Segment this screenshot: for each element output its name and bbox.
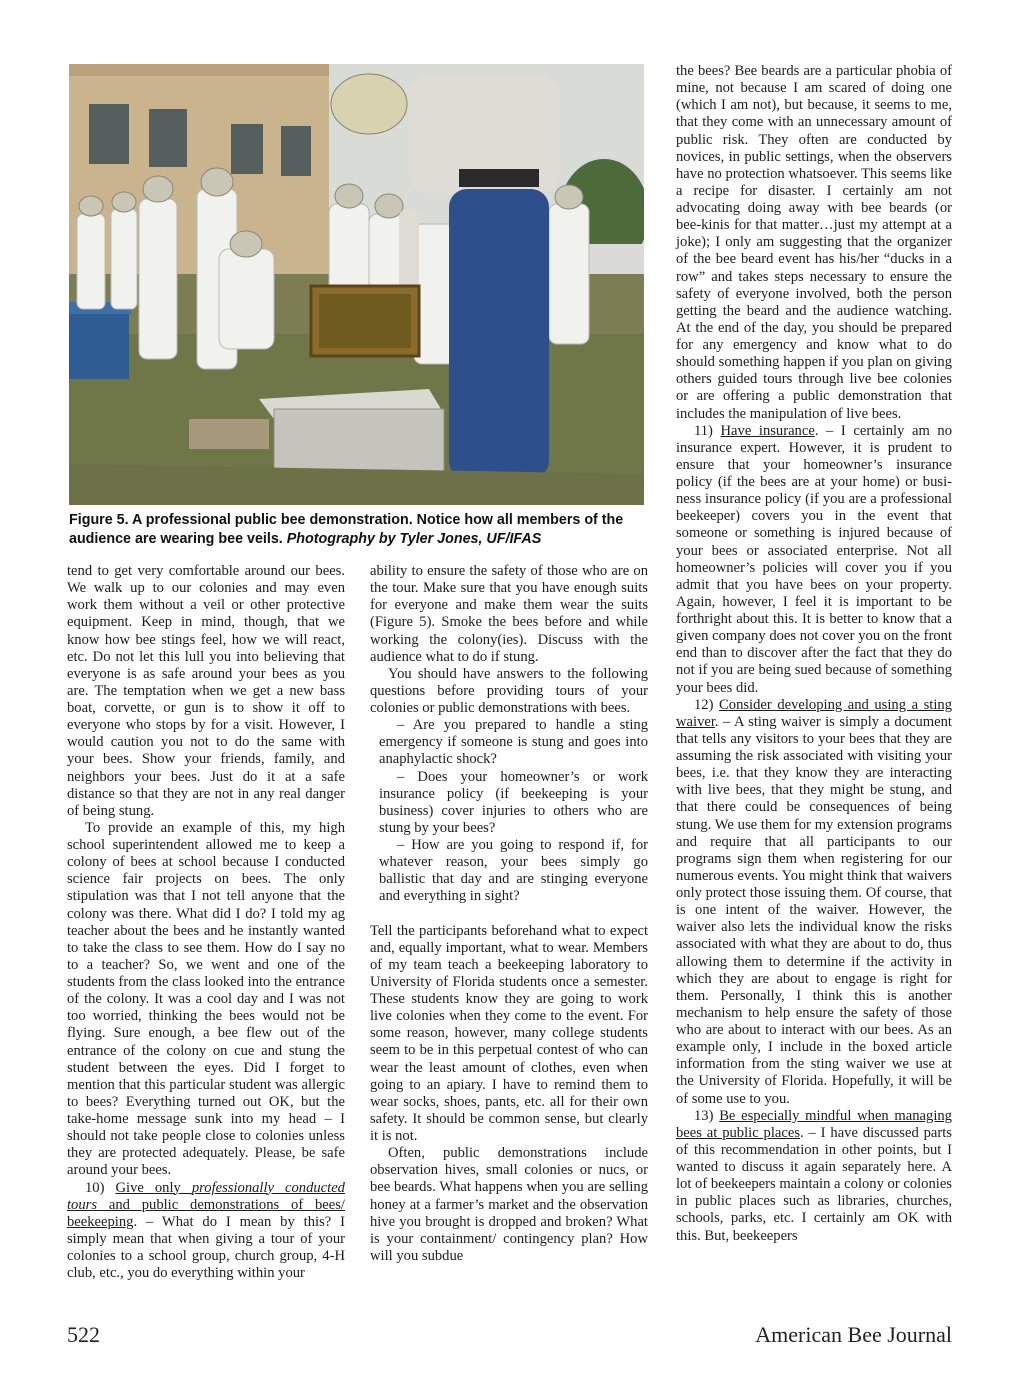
col1-paragraph-2: To provide an example of this, my high school superintendent allowed me to keep a colony of bees at school because I conducted science fair projects on bees. The only stipulation was that I not tell anyone that the colony was there. What did I do? I told my ag teacher about the bees and he instantly wanted to take the class to see them. How do I say no to a teacher? So, we went and one of the students from the class looked into the entrance of the colony. It was a cool day and I was not too worried, thinking the bees would not be flying. Sure enough, a bee flew out of the entrance of the colony on cue and stung the student between the eyes. Did I forget to mention that this particular student was allergic to bees? Everything turned out OK, but the take-home message sunk into my head – I should not take people close to colonies unless they are protected adequately. Please, be safe around your bees. [67, 819, 345, 1179]
item-12-body: . – A sting waiver is simply a document that tells any visitors to your bees that they are assuming the risk associated with visiting your bees, i.e. that they know they are interacting with live bees, that they might be stung, and that there could be consequences of being stung. We use them for my extension programs and require that all participants to our programs sign them when registering for our numerous events. You might think that waivers only protect those issuing them. Of course, that is one intent of the waiver. However, the waiver also lets the individual know the risks associated with what they are about to do, thus allowing them to determine if the activity in which they are about to engage is right for them. Personally, I think this is another mechanism to help ensure the safety of those who are about to interact with our bees. As an example only, I include in the boxed article information from the sting waiver we use at the University of Florida. Hopefully, it will be of some use to you. [676, 713, 953, 1107]
col2-paragraph-1: ability to ensure the safety of those who are on the tour. Make sure that you have enough suits for everyone and make them wear the suits (Figure 5). Smoke the bees before and while working the colony(ies). Discuss with the audience what to do if stung. [370, 563, 648, 665]
figure-5-photo [69, 64, 644, 505]
item-12-title: Consider developing and using a sting waiver [676, 696, 952, 730]
col3-item-13 [676, 1108, 952, 1245]
question-ballistic-bees: – How are you going to respond if, for whatever reason, your bees simply go ballistic that day and are stinging everyone and everything in sight? [379, 837, 648, 905]
col2-paragraph-4: Often, public demonstrations include observation hives, small colonies or nucs, or bee beards. What happens when you are selling honey at a farmer’s market and the observation hive you brought is dropped and broken? What is your containment/ contingency plan? How will you subdue [370, 1145, 648, 1264]
question-insurance-policy: – Does your homeowner’s or work insurance policy (if beekeeping is your business) cover injuries to others who are stung by your bees? [379, 768, 648, 836]
article-column-3 [676, 63, 952, 1245]
article-column-1 [67, 563, 345, 1282]
item-13-title: Be especially mindful when managing bees at public places [676, 1107, 952, 1141]
col3-item-12 [676, 697, 952, 1108]
col3-paragraph-1: the bees? Bee beards are a particular phobia of mine, not because I am scared of doing one (which I am not), but because, it seems to me, that they come with an unnecessary amount of public risk. They often are conducted by novices, in public settings, when the observers have no protection whatsoever. This seems like a recipe for disaster. I certainly am not advocating doing away with bee beards (or bee-kinis for that matter…just my attempt at a joke); I only am suggesting that the organizer of the bee beard event has his/her “ducks in a row” and takes steps necessary to ensure the safety of everyone involved, both the person getting the beard and the audience watching. At the end of the day, you should be prepared for any emergency and know what to do should something happen if you plan on giving others guided tours through live bee colonies or are offering a public demonstration that includes the manipulation of live bees. [676, 63, 952, 422]
col1-paragraph-3 [67, 1180, 345, 1283]
col2-paragraph-2: You should have answers to the following questions before providing tours of your colonies or public demonstrations with bees. [370, 665, 648, 716]
item-13-body: . – I have discussed parts of this recommendation in other points, but I wanted to discuss it again separately here. A lot of beekeepers maintain a colony or colonies in public places such as libraries, churches, schools, parks, etc. I certainly am OK with this. But, beekeepers [676, 1124, 952, 1244]
item-10-body: . – What do I mean by this? I simply mean that when giving a tour of your colonies to a school group, church group, 4-H club, etc., you do everything within your [67, 1213, 345, 1282]
question-sting-emergency: – Are you prepared to handle a sting emergency if someone is stung and goes into anaphylactic shock? [379, 717, 648, 768]
item-10-title-part3: and public demonstrations of bees/ beekeeping [67, 1196, 345, 1230]
caption-text: Figure 5. A professional public bee demonstration. Notice how all members of the audience are wearing bee veils. [69, 512, 624, 547]
caption-credit: Photography by Tyler Jones, UF/IFAS [286, 531, 542, 547]
article-column-2 [370, 563, 648, 1265]
item-13-number: 13) [694, 1107, 714, 1124]
item-11-body: . – I certainly am no insurance expert. However, it is prudent to ensure that your homeowner’s insurance policy (if the bees are at your home) or business insurance policy (if you are a professional beekeeper) covers you in the event that someone or something is injured because of your bees or associated enterprise. Not all homeowner’s policies will cover you if you admit that you have bees on your property. Again, however, I feel it is important to be forthright about this. It is better to know that a given company does not cover you on the front end than to discover after the fact that they do not if you are being sued because of something your bees did. [676, 422, 952, 696]
beekeeping-demo-illustration [69, 64, 644, 505]
journal-name: American Bee Journal [755, 1322, 952, 1347]
item-12-number: 12) [694, 696, 714, 713]
figure-5-caption [69, 511, 649, 549]
item-11-number: 11) [694, 422, 713, 439]
col2-paragraph-3: Tell the participants beforehand what to expect and, equally important, what to wear. Members of my team teach a beekeeping laboratory to University of Florida students once a semester. These students know they are going to work live colonies when they come to the event. For some reason, however, many college students seem to be in this perpetual contest of who can wear the least amount of clothes, even when going to an apiary. I have to remind them to wear socks, shoes, pants, etc. all for their own safety. It should be common sense, but clearly it is not. [370, 922, 648, 1144]
item-10-title-part1: Give only [115, 1179, 181, 1196]
item-10-title-part2: professionally conducted tours [67, 1179, 345, 1213]
page-number: 522 [67, 1322, 100, 1347]
item-11-title: Have insurance [720, 422, 815, 439]
item-10-number: 10) [85, 1179, 105, 1196]
col3-item-11 [676, 423, 952, 697]
col1-paragraph-1: tend to get very comfortable around our bees. We walk up to our colonies and may even work them without a veil or other protective equipment. Keep in mind, though, that we know how bee stings feel, how we will react, etc. Do not let this lull you into believing that everyone is as safe around your bees as you are. The temptation when we get a new bass boat, corvette, or gun is to show it off to everyone who stops by for a visit. However, I would caution you not to do the same with your bees. Show your friends, family, and neighbors your bees. Just do it at a safe distance so that they are not in any real danger of being stung. [67, 563, 345, 819]
